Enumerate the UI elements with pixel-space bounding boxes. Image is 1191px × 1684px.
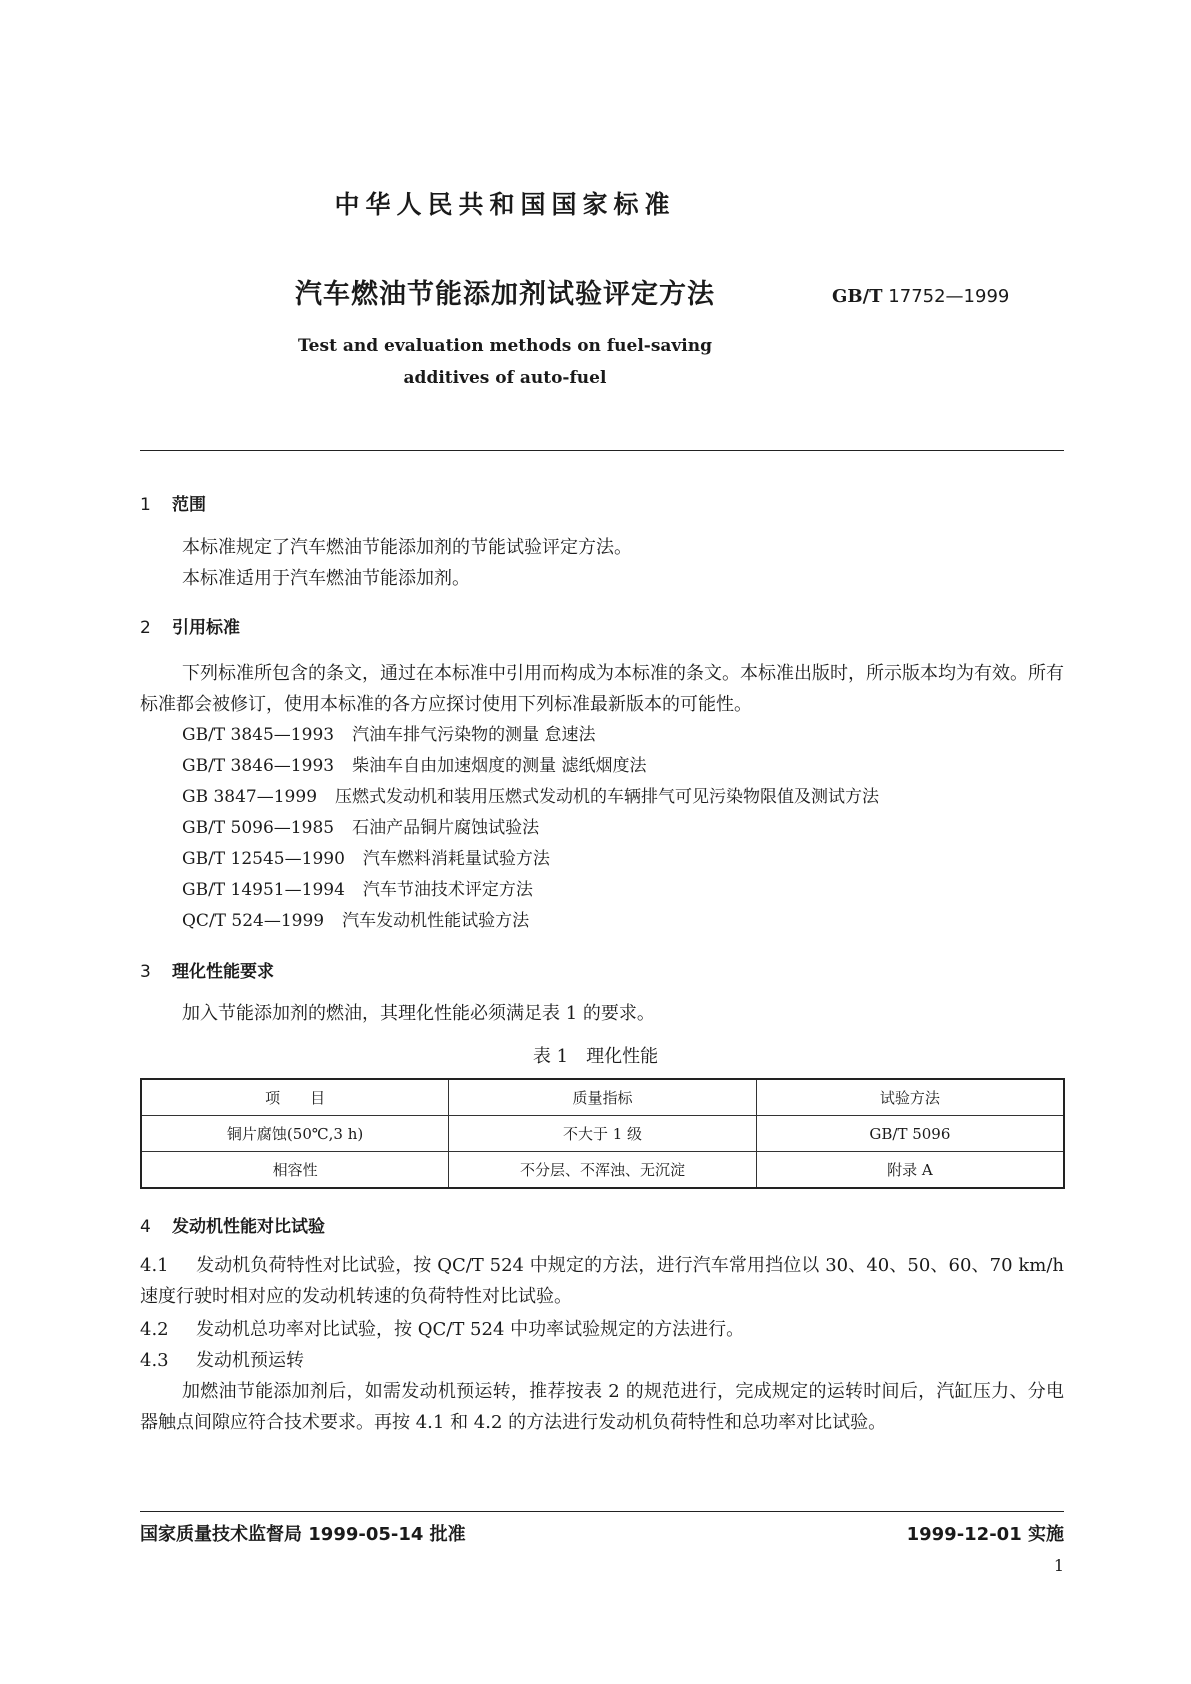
section-title: 理化性能要求 <box>172 962 274 982</box>
section-number: 3 <box>140 962 151 982</box>
paragraph: 加燃油节能添加剂后，如需发动机预运转，推荐按表 2 的规范进行，完成规定的运转时间后，汽缸压力、分电器触点间隙应符合技术要求。再按 4.1 和 4.2 的方法进行发动机负荷特性和总功率对比试验。 <box>140 1381 1064 1433</box>
page-number: 1 <box>1053 1556 1064 1575</box>
reference-item <box>182 875 533 900</box>
standard-code <box>832 286 1009 307</box>
table-header-cell: 试验方法 <box>756 1079 1064 1116</box>
implementation-date: 1999-12-01 实施 <box>906 1524 1064 1545</box>
standard-title-en-line2: additives of auto-fuel <box>403 368 607 388</box>
reference-item <box>182 782 879 807</box>
reference-code: GB/T 5096—1985 <box>182 818 335 838</box>
section-1-heading <box>140 490 206 515</box>
reference-code: GB/T 3846—1993 <box>182 756 335 776</box>
footer-divider <box>140 1511 1064 1512</box>
reference-title: 石油产品铜片腐蚀试验法 <box>352 818 540 838</box>
standard-code-prefix: GB/T <box>832 286 883 307</box>
reference-item <box>182 844 550 869</box>
table-cell: 不大于 1 级 <box>449 1116 757 1152</box>
table-header-row <box>141 1079 1064 1116</box>
reference-title: 柴油车自由加速烟度的测量 滤纸烟度法 <box>352 756 647 776</box>
section-title: 发动机性能对比试验 <box>172 1217 325 1237</box>
reference-item <box>182 906 529 931</box>
table-header-cell: 项 目 <box>141 1079 449 1116</box>
table-title: 理化性能 <box>586 1046 659 1067</box>
approval-line: 国家质量技术监督局 1999-05-14 批准 <box>140 1524 466 1545</box>
reference-item <box>182 813 539 838</box>
subclause-4-3 <box>140 1345 1064 1376</box>
table-caption <box>0 1042 1191 1068</box>
standard-title-cn: 汽车燃油节能添加剂试验评定方法 <box>295 279 715 310</box>
standard-code-number: 17752—1999 <box>888 286 1010 307</box>
paragraph: 加入节能添加剂的燃油，其理化性能必须满足表 1 的要求。 <box>182 1003 655 1024</box>
reference-code: GB/T 14951—1994 <box>182 880 345 900</box>
section-number: 2 <box>140 618 151 638</box>
subclause-text: 发动机负荷特性对比试验，按 QC/T 524 中规定的方法，进行汽车常用挡位以 30、40、50、60、70 km/h速度行驶时相对应的发动机转速的负荷特性对比试验。 <box>140 1255 1064 1307</box>
reference-code: GB 3847—1999 <box>182 787 318 807</box>
standard-title-en-line1: Test and evaluation methods on fuel-saving <box>297 336 713 356</box>
reference-title: 压燃式发动机和装用压燃式发动机的车辆排气可见污染物限值及测试方法 <box>335 787 880 807</box>
reference-title: 汽车燃料消耗量试验方法 <box>362 849 550 869</box>
subclause-number: 4.1 <box>140 1255 169 1276</box>
subclause-number: 4.3 <box>140 1350 169 1371</box>
section-number: 1 <box>140 495 151 515</box>
paragraph: 下列标准所包含的条文，通过在本标准中引用而构成为本标准的条文。本标准出版时，所示版本均为有效。所有标准都会被修订，使用本标准的各方应探讨使用下列标准最新版本的可能性。 <box>140 663 1064 715</box>
section-title: 范围 <box>172 495 206 515</box>
table-row <box>141 1116 1064 1152</box>
reference-title: 汽油车排气污染物的测量 怠速法 <box>352 725 596 745</box>
table-cell: 不分层、不浑浊、无沉淀 <box>449 1152 757 1189</box>
section-2-heading <box>140 613 240 638</box>
reference-item <box>182 751 646 776</box>
header-divider <box>140 450 1064 451</box>
table-cell: 铜片腐蚀(50℃,3 h) <box>141 1116 449 1152</box>
subclause-title: 发动机预运转 <box>196 1350 304 1371</box>
reference-code: GB/T 3845—1993 <box>182 725 335 745</box>
subclause-number: 4.2 <box>140 1319 169 1340</box>
subclause-text: 发动机总功率对比试验，按 QC/T 524 中功率试验规定的方法进行。 <box>196 1319 745 1340</box>
section-number: 4 <box>140 1217 151 1237</box>
reference-title: 汽车发动机性能试验方法 <box>342 911 530 931</box>
table-cell: 相容性 <box>141 1152 449 1189</box>
table-header-cell: 质量指标 <box>449 1079 757 1116</box>
paragraph: 本标准规定了汽车燃油节能添加剂的节能试验评定方法。 <box>182 537 632 558</box>
table-cell: 附录 A <box>756 1152 1064 1189</box>
subclause-4-2 <box>140 1314 1064 1345</box>
table-cell: GB/T 5096 <box>756 1116 1064 1152</box>
reference-code: QC/T 524—1999 <box>182 911 325 931</box>
subclause-4-1 <box>140 1250 1064 1312</box>
reference-code: GB/T 12545—1990 <box>182 849 345 869</box>
reference-title: 汽车节油技术评定方法 <box>362 880 533 900</box>
table-row <box>141 1152 1064 1189</box>
paragraph: 本标准适用于汽车燃油节能添加剂。 <box>182 568 470 589</box>
table-number: 表 1 <box>532 1046 569 1067</box>
section-4-heading <box>140 1212 325 1237</box>
section-3-heading <box>140 957 274 982</box>
section-title: 引用标准 <box>172 618 240 638</box>
national-standard-heading: 中华人民共和国国家标准 <box>334 190 676 219</box>
properties-table <box>140 1078 1065 1189</box>
reference-item <box>182 720 595 745</box>
